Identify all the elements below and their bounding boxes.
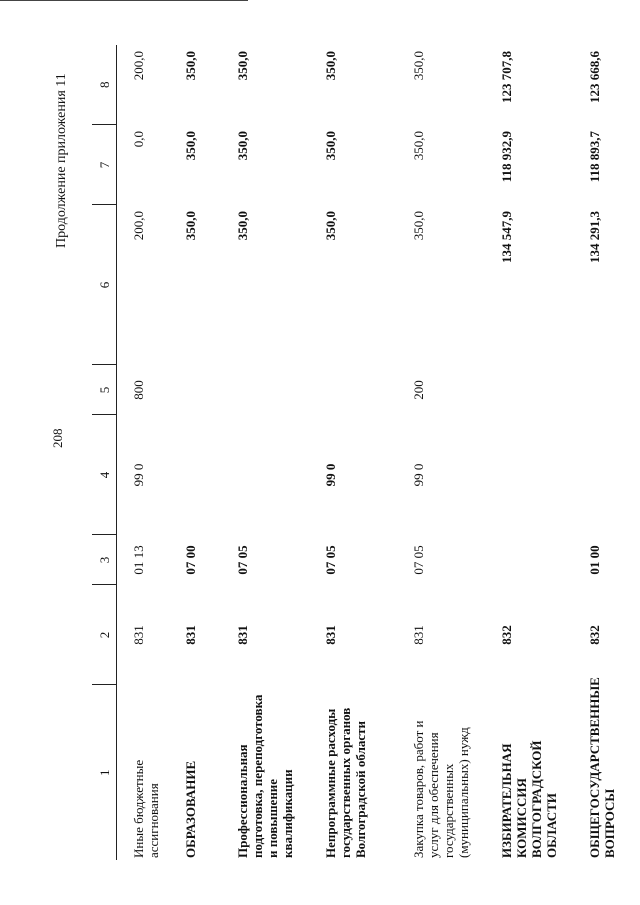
budget-table <box>92 45 625 860</box>
cell-section-code: 07 00 <box>182 545 198 575</box>
cell-amount-3: 123 707,8 <box>498 51 514 103</box>
row-name: Профессиональная подготовка, переподготовка и повышение квалификации <box>234 694 295 858</box>
cell-ministry-code: 832 <box>498 625 514 645</box>
cell-amount-1: 200,0 <box>131 211 146 241</box>
cell-amount-2: 350,0 <box>234 131 250 161</box>
cell-amount-2: 118 932,9 <box>498 131 514 183</box>
cell-expense-type <box>221 365 309 415</box>
cell-expense-type: 200 <box>410 380 426 400</box>
cell-amount-2: 350,0 <box>322 131 338 161</box>
table-row <box>485 45 573 860</box>
header-cell: 2 <box>92 585 117 685</box>
header-cell: 6 <box>92 205 117 365</box>
cell-amount-1: 350,0 <box>234 211 250 241</box>
cell-expense-type <box>309 365 397 415</box>
cell-amount-3: 350,0 <box>182 51 198 81</box>
cell-ministry-code: 832 <box>586 625 602 645</box>
row-name: ОБЩЕГОСУДАРСТВЕННЫЕ ВОПРОСЫ <box>586 677 617 858</box>
cell-target-code <box>573 415 625 535</box>
cell-amount-2: 0,0 <box>131 131 146 148</box>
cell-section-code: 07 05 <box>322 545 338 575</box>
cell-amount-1: 350,0 <box>322 211 338 241</box>
cell-expense-type <box>169 365 221 415</box>
cell-amount-1: 134 547,9 <box>498 211 514 263</box>
row-name: Непрограммные расходы государственных органов Волгоградской области <box>322 707 368 858</box>
cell-target-code: 99 0 <box>131 463 146 487</box>
header-cell: 4 <box>92 415 117 535</box>
table-container <box>92 45 617 860</box>
table-row <box>117 45 169 860</box>
continuation-note: Продолжение приложения 11 <box>54 73 69 248</box>
cell-amount-3: 350,0 <box>322 51 338 81</box>
cell-amount-2: 350,0 <box>410 131 426 161</box>
cell-ministry-code: 831 <box>410 625 426 645</box>
cell-section-code: 07 05 <box>410 545 426 575</box>
header-cell: 5 <box>92 365 117 415</box>
header-cell: 8 <box>92 45 117 125</box>
cell-amount-1: 134 291,3 <box>586 211 602 263</box>
cell-expense-type <box>573 365 625 415</box>
cell-amount-3: 200,0 <box>131 51 146 81</box>
header-cell: 1 <box>92 685 117 860</box>
cell-amount-3: 350,0 <box>234 51 250 81</box>
cell-ministry-code: 831 <box>131 625 146 645</box>
cell-amount-3: 350,0 <box>410 51 426 81</box>
cell-target-code: 99 0 <box>410 463 426 487</box>
cell-section-code <box>485 535 573 585</box>
table-row <box>221 45 309 860</box>
cell-amount-1: 350,0 <box>182 211 198 241</box>
table-row <box>397 45 485 860</box>
row-name: Иные бюджетные ассигнования <box>131 759 161 858</box>
table-row <box>309 45 397 860</box>
cell-amount-2: 350,0 <box>182 131 198 161</box>
header-cell: 3 <box>92 535 117 585</box>
cell-section-code: 07 05 <box>234 545 250 575</box>
cell-target-code <box>221 415 309 535</box>
top-rule <box>0 0 248 1</box>
cell-amount-1: 350,0 <box>410 211 426 241</box>
cell-section-code: 01 13 <box>131 545 146 575</box>
table-header <box>92 45 117 860</box>
table-row <box>169 45 221 860</box>
cell-target-code <box>169 415 221 535</box>
cell-section-code: 01 00 <box>586 545 602 575</box>
cell-amount-3: 123 668,6 <box>586 51 602 103</box>
cell-target-code <box>485 415 573 535</box>
header-cell: 7 <box>92 125 117 205</box>
page-number: 208 <box>50 428 65 448</box>
cell-expense-type <box>485 365 573 415</box>
cell-ministry-code: 831 <box>182 625 198 645</box>
table-row <box>573 45 625 860</box>
cell-expense-type: 800 <box>131 380 146 400</box>
row-name: ИЗБИРАТЕЛЬНАЯ КОМИССИЯ ВОЛГОГРАДСКОЙ ОБЛАСТИ <box>498 740 559 858</box>
cell-ministry-code: 831 <box>234 625 250 645</box>
cell-amount-2: 118 893,7 <box>586 131 602 183</box>
row-name: Закупка товаров, работ и услуг для обеспечения государственных (муниципальных) нужд <box>410 720 471 858</box>
row-name: ОБРАЗОВАНИЕ <box>182 760 198 858</box>
cell-target-code: 99 0 <box>322 463 338 487</box>
cell-ministry-code: 831 <box>322 625 338 645</box>
